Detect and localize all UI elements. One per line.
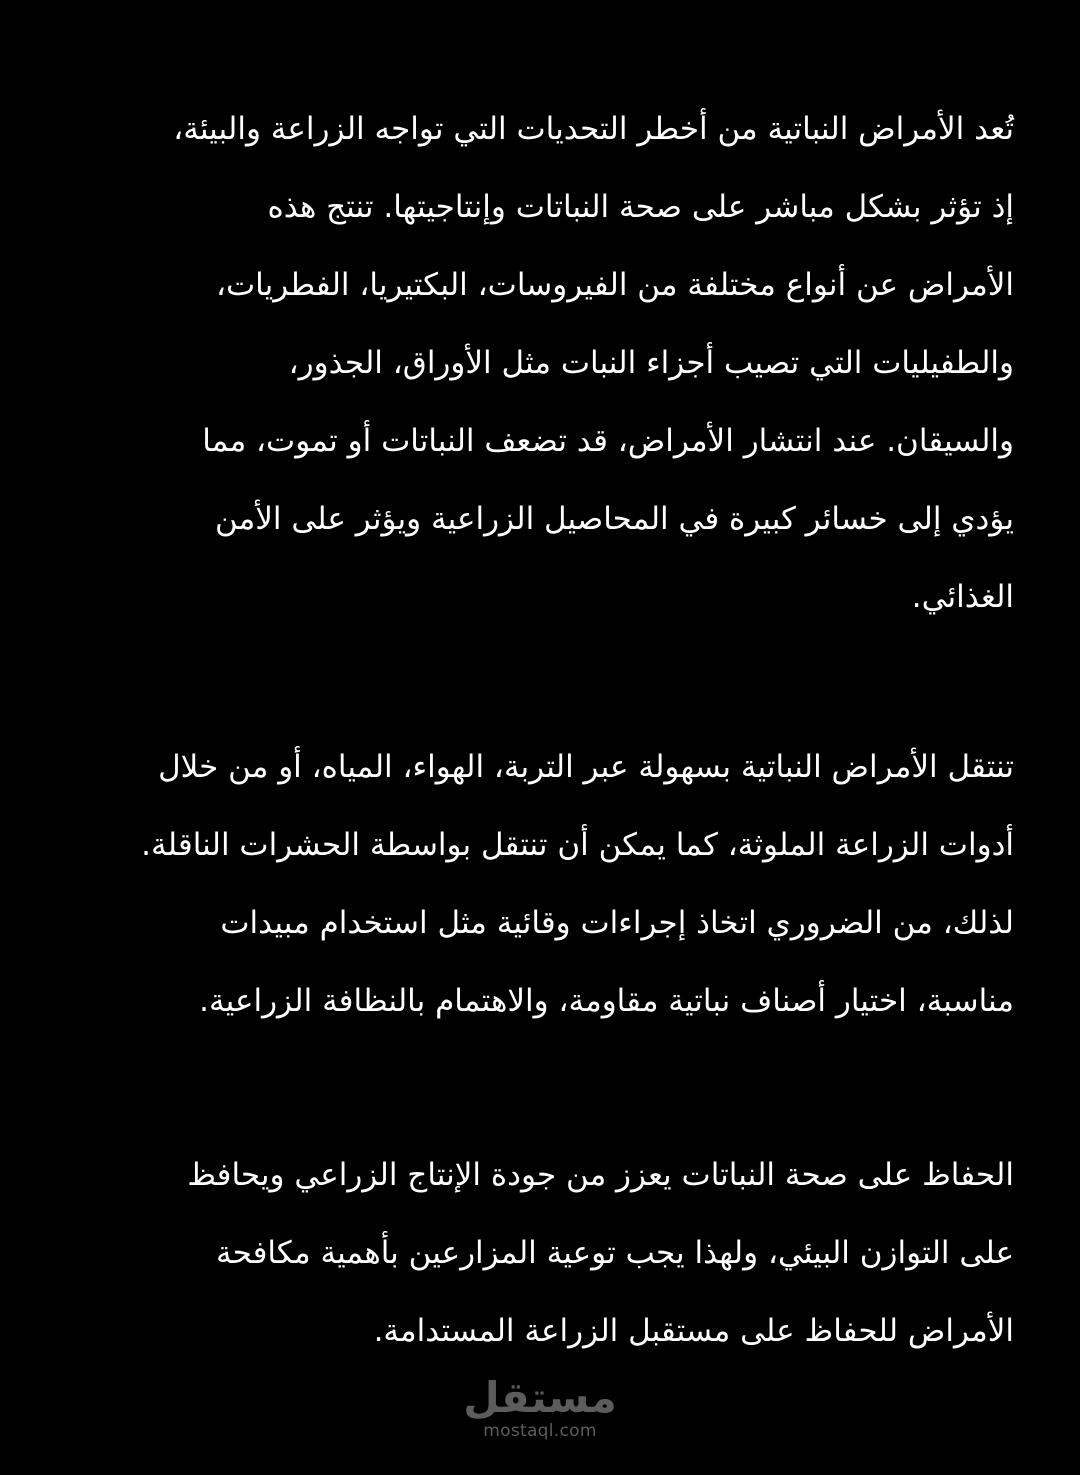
text-line: والطفيليات التي تصيب أجزاء النبات مثل الأوراق، الجذور، bbox=[288, 345, 1014, 381]
text-line: إذ تؤثر بشكل مباشر على صحة النباتات وإنتاجيتها. تنتج هذه bbox=[267, 189, 1014, 225]
watermark-logo-word: مستقل bbox=[463, 1373, 617, 1422]
mostaql-watermark bbox=[440, 1375, 640, 1441]
text-line: لذلك، من الضروري اتخاذ إجراءات وقائية مثل استخدام مبيدات bbox=[220, 905, 1014, 941]
text-line: والسيقان. عند انتشار الأمراض، قد تضعف النباتات أو تموت، مما bbox=[202, 423, 1014, 459]
text-line: أدوات الزراعة الملوثة، كما يمكن أن تنتقل بواسطة الحشرات الناقلة. bbox=[141, 827, 1014, 863]
paragraph-disease-transmission bbox=[54, 728, 1014, 1040]
text-line: الأمراض عن أنواع مختلفة من الفيروسات، البكتيريا، الفطريات، bbox=[215, 267, 1014, 303]
text-line: يؤدي إلى خسائر كبيرة في المحاصيل الزراعية ويؤثر على الأمن bbox=[214, 501, 1014, 537]
paragraph-plant-diseases-intro bbox=[54, 90, 1014, 636]
text-line: على التوازن البيئي، ولهذا يجب توعية المزارعين بأهمية مكافحة bbox=[215, 1235, 1014, 1271]
text-line: مناسبة، اختيار أصناف نباتية مقاومة، والاهتمام بالنظافة الزراعية. bbox=[199, 983, 1014, 1019]
watermark-domain: mostaql.com bbox=[483, 1421, 597, 1441]
paragraph-plant-health-conclusion bbox=[54, 1136, 1014, 1370]
text-line: تنتقل الأمراض النباتية بسهولة عبر التربة، الهواء، المياه، أو من خلال bbox=[158, 749, 1014, 785]
text-line: تُعد الأمراض النباتية من أخطر التحديات التي تواجه الزراعة والبيئة، bbox=[173, 111, 1014, 147]
text-line: الأمراض للحفاظ على مستقبل الزراعة المستدامة. bbox=[373, 1313, 1014, 1349]
text-line: الغذائي. bbox=[911, 579, 1014, 615]
text-line: الحفاظ على صحة النباتات يعزز من جودة الإنتاج الزراعي ويحافظ bbox=[187, 1157, 1014, 1193]
